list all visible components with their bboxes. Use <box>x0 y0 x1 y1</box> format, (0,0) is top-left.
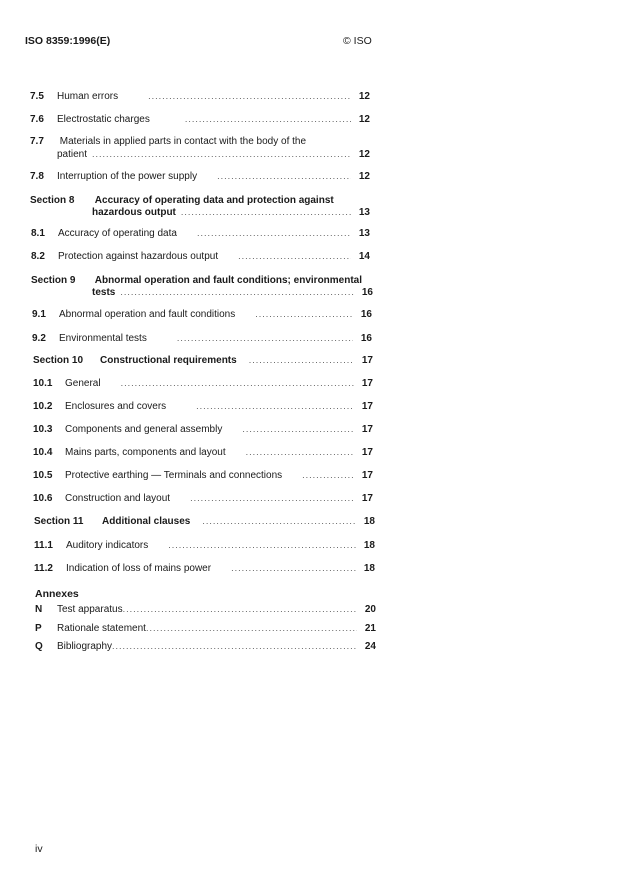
toc-number: 7.5 <box>30 91 44 102</box>
toc-page: 14 <box>358 251 370 262</box>
annex-page: 24 <box>364 641 376 652</box>
toc-title: Protection against hazardous output <box>58 251 219 262</box>
toc-title-line2: tests <box>92 287 116 298</box>
toc-page: 13 <box>358 228 370 239</box>
leader-dots <box>246 447 354 457</box>
toc-title: Accuracy of operating data <box>58 228 177 239</box>
toc-page: 12 <box>358 171 370 182</box>
toc-entry-10-4[interactable] <box>33 447 373 458</box>
toc-title: Indication of loss of mains power <box>66 563 212 574</box>
leader-dots <box>249 355 354 365</box>
leader-dots <box>231 563 356 573</box>
leader-dots <box>148 91 351 101</box>
annex-page: 21 <box>364 623 376 634</box>
toc-entry-11-1[interactable] <box>34 540 375 551</box>
annex-title: Test apparatus <box>57 604 123 615</box>
section-label: Section 9 <box>31 275 76 286</box>
toc-title: Auditory indicators <box>66 540 149 551</box>
leader-dots <box>185 114 351 124</box>
toc-entry-8-1[interactable] <box>31 228 370 239</box>
toc-number: 10.6 <box>33 493 53 504</box>
leader-dots <box>302 470 354 480</box>
toc-number: 11.2 <box>34 563 53 574</box>
toc-title-line2: hazardous output <box>92 207 176 218</box>
toc-entry-7-6[interactable] <box>30 114 370 125</box>
toc-title-line1: Materials in applied parts in contact with the body of the <box>59 136 307 147</box>
toc-title: Environmental tests <box>59 333 147 344</box>
section-label: Section 11 <box>34 516 84 527</box>
toc-page: 17 <box>361 493 373 504</box>
page-number: iv <box>35 843 43 855</box>
toc-entry-10-6[interactable] <box>33 493 373 504</box>
toc-page: 17 <box>361 355 373 366</box>
toc-entry-10-5[interactable] <box>33 470 373 481</box>
toc-number: 7.7 <box>30 136 44 147</box>
leader-dots <box>92 149 351 159</box>
leader-dots <box>202 516 356 526</box>
toc-title: Construction and layout <box>65 493 171 504</box>
toc-number: 9.1 <box>32 309 46 320</box>
toc-page: 17 <box>361 447 373 458</box>
toc-number: 10.2 <box>33 401 53 412</box>
leader-dots <box>238 251 351 261</box>
leader-dots <box>242 424 354 434</box>
copyright-notice: © ISO <box>343 35 372 47</box>
toc-title-line1: Accuracy of operating data and protection against <box>94 195 334 206</box>
toc-title: Mains parts, components and layout <box>65 447 226 458</box>
toc-entry-8-2[interactable] <box>31 251 370 262</box>
annex-title: Bibliography <box>57 641 113 652</box>
leader-dots <box>181 207 351 217</box>
toc-page: 16 <box>360 309 372 320</box>
leader-dots <box>190 493 354 503</box>
toc-title-line1: Abnormal operation and fault conditions; environmental <box>94 275 363 286</box>
leader-dots <box>123 604 357 614</box>
toc-number: 8.2 <box>31 251 45 262</box>
annex-entry-p[interactable] <box>35 623 376 634</box>
toc-number: 10.3 <box>33 424 53 435</box>
section-label: Section 8 <box>30 195 75 206</box>
toc-title: Electrostatic charges <box>57 114 150 125</box>
annex-letter: N <box>35 604 43 615</box>
toc-page: 12 <box>358 114 370 125</box>
toc-title: Protective earthing — Terminals and connections <box>65 470 283 481</box>
annex-title: Rationale statement <box>57 623 146 634</box>
toc-entry-10-2[interactable] <box>33 401 373 412</box>
section-label: Section 10 <box>33 355 84 366</box>
toc-number: 7.6 <box>30 114 44 125</box>
leader-dots <box>120 287 354 297</box>
annex-letter: Q <box>35 641 43 652</box>
toc-title: Interruption of the power supply <box>57 171 198 182</box>
toc-title: General <box>65 378 101 389</box>
toc-title-line2: patient <box>57 149 88 160</box>
toc-title: Additional clauses <box>102 516 191 527</box>
toc-number: 7.8 <box>30 171 44 182</box>
leader-dots <box>197 228 351 238</box>
toc-number: 8.1 <box>31 228 45 239</box>
toc-title: Human errors <box>57 91 119 102</box>
leader-dots <box>217 171 351 181</box>
toc-page: 16 <box>360 333 372 344</box>
toc-page: 17 <box>361 401 373 412</box>
toc-page: 12 <box>358 149 370 160</box>
annex-entry-n[interactable] <box>35 604 376 615</box>
toc-page: 17 <box>361 424 373 435</box>
annex-page: 20 <box>364 604 376 615</box>
toc-section-8[interactable] <box>30 195 370 218</box>
annex-letter: P <box>35 623 42 634</box>
toc-number: 11.1 <box>34 540 53 551</box>
toc-entry-9-1[interactable] <box>32 309 372 320</box>
toc-page: 17 <box>361 378 373 389</box>
toc-title: Components and general assembly <box>65 424 223 435</box>
leader-dots <box>146 623 357 633</box>
document-id: ISO 8359:1996(E) <box>25 35 111 47</box>
toc-entry-10-3[interactable] <box>33 424 373 435</box>
toc-entry-7-5[interactable] <box>30 91 370 102</box>
toc-entry-10-1[interactable] <box>33 378 373 389</box>
toc-section-9[interactable] <box>31 275 373 298</box>
toc-number: 9.2 <box>32 333 46 344</box>
toc-page: 17 <box>361 470 373 481</box>
toc-entry-9-2[interactable] <box>32 333 372 344</box>
toc-entry-7-7[interactable] <box>30 136 370 160</box>
toc-page: 16 <box>361 287 373 298</box>
toc-entry-7-8[interactable] <box>30 171 370 182</box>
toc-title: Abnormal operation and fault conditions <box>59 309 236 320</box>
toc-entry-11-2[interactable] <box>34 563 375 574</box>
leader-dots <box>121 378 354 388</box>
toc-page: 18 <box>363 516 375 527</box>
toc-title: Enclosures and covers <box>65 401 167 412</box>
toc-title: Constructional requirements <box>100 355 237 366</box>
toc-page: 12 <box>358 91 370 102</box>
annex-entry-q[interactable] <box>35 641 376 652</box>
leader-dots <box>196 401 354 411</box>
toc-page: 18 <box>363 540 375 551</box>
leader-dots <box>168 540 356 550</box>
leader-dots <box>112 641 357 651</box>
annexes-heading: Annexes <box>35 588 79 600</box>
toc-number: 10.4 <box>33 447 53 458</box>
toc-number: 10.5 <box>33 470 53 481</box>
leader-dots <box>177 333 353 343</box>
toc-number: 10.1 <box>33 378 53 389</box>
toc-page: 13 <box>358 207 370 218</box>
toc-section-11[interactable] <box>34 516 375 527</box>
toc-section-10[interactable] <box>33 355 373 366</box>
leader-dots <box>255 309 353 319</box>
toc-page: 18 <box>363 563 375 574</box>
